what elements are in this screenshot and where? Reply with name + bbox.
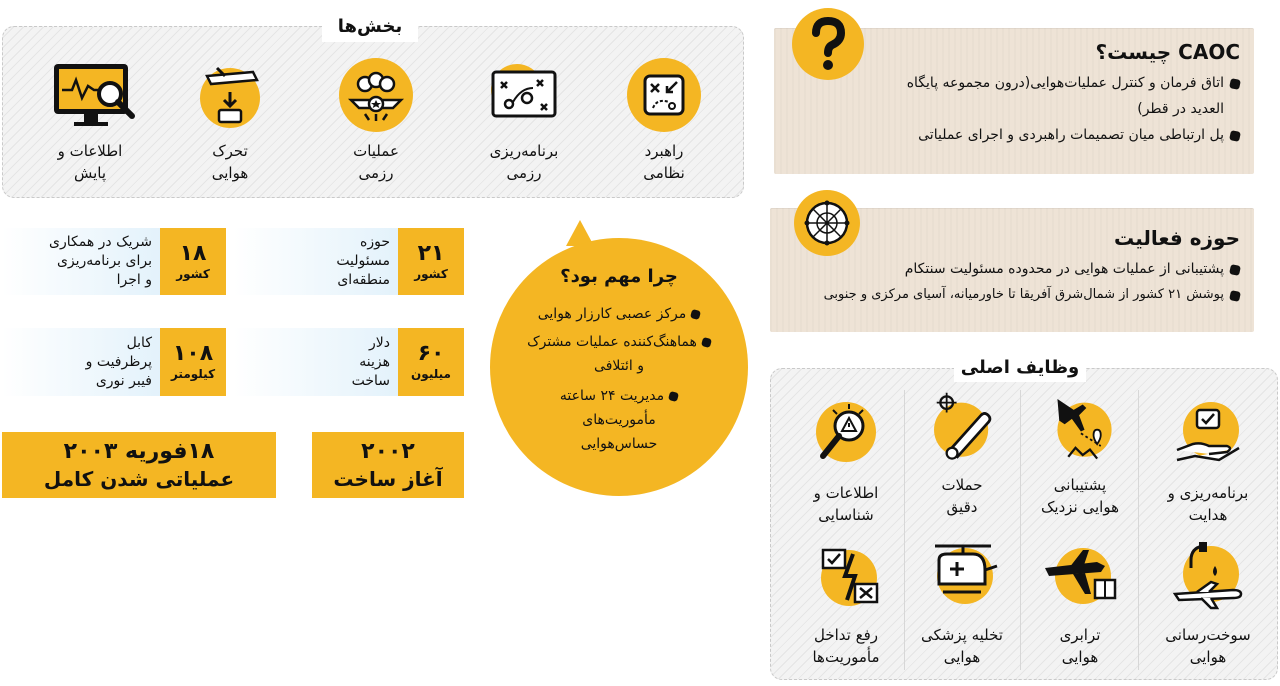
- refuel-plane-icon: [1171, 540, 1245, 614]
- list-item: هماهنگ‌کننده عملیات مشترک و ائتلافی: [510, 330, 728, 378]
- section-combat-ops: [316, 58, 436, 184]
- stat-number: ۱۰۸: [172, 341, 214, 366]
- section-label: برنامه‌ریزی رزمی: [489, 142, 559, 182]
- stat-unit: کیلومتر: [170, 367, 216, 381]
- section-label: تحرک هوایی: [211, 142, 249, 182]
- stat-number-box: [160, 328, 226, 396]
- section-label: اطلاعات و پایش: [57, 142, 123, 182]
- duty-air-transport: ترابری هوایی: [1024, 540, 1136, 668]
- what-is-caoc-list: [784, 70, 1240, 148]
- duty-precision-strikes: حملات دقیق: [906, 390, 1018, 518]
- soldiers-badge-icon: [339, 58, 413, 132]
- duty-planning: برنامه‌ریزی و هدایت: [1152, 398, 1264, 526]
- stat-number-box: [398, 228, 464, 295]
- stat-description: کابل پرظرفیت و فیبر نوری: [2, 328, 160, 396]
- why-important-list: [510, 302, 728, 456]
- monitor-magnifier-icon: [35, 58, 145, 132]
- stat-unit: کشور: [414, 266, 448, 281]
- list-item: مدیریت ۲۴ ساعته مأموریت‌های حساس‌هوایی: [510, 384, 728, 456]
- list-item: مرکز عصبی کارزار هوایی: [510, 302, 728, 326]
- section-strategy: [604, 58, 724, 184]
- search-alert-icon: [809, 398, 883, 472]
- list-item: پوشش ۲۱ کشور از شمال‌شرق آفریقا تا خاورمیانه، آسیای مرکزی و جنوبی: [780, 282, 1240, 308]
- why-important-title: چرا مهم بود؟: [560, 266, 678, 287]
- section-label: عملیات رزمی: [353, 142, 399, 182]
- stat-unit: کشور: [176, 266, 210, 281]
- why-important-bubble: [490, 238, 748, 496]
- section-intelligence: [30, 58, 150, 184]
- list-item: پل ارتباطی میان تصمیمات راهبردی و اجرای عملیاتی: [784, 122, 1240, 148]
- scope-title: حوزه فعالیت: [1114, 226, 1240, 250]
- medical-helicopter-icon: [925, 540, 999, 614]
- question-mark-icon: [792, 8, 864, 80]
- stat-number: ۲۱: [417, 240, 445, 266]
- deconflict-board-icon: [809, 540, 883, 614]
- duty-deconfliction: رفع تداخل مأموریت‌ها: [790, 540, 902, 668]
- stat-number-box: [398, 328, 464, 396]
- milestone-operational: ۱۸فوریه ۲۰۰۳ عملیاتی شدن کامل: [2, 432, 276, 498]
- cargo-drop-icon: [193, 58, 267, 132]
- duty-medical-evacuation: تخلیه پزشکی هوایی: [906, 540, 1018, 668]
- list-item: اتاق فرمان و کنترل عملیات‌هوایی(درون مجموعه پایگاه العدید در قطر): [784, 70, 1240, 122]
- stat-unit: میلیون: [411, 367, 451, 381]
- stat-number: ۶۰: [417, 341, 445, 366]
- section-tactics: [464, 58, 584, 184]
- tactics-board-icon: [487, 58, 561, 132]
- what-is-caoc-title: CAOC چیست؟: [1095, 40, 1240, 64]
- stat-number-box: [160, 228, 226, 295]
- stat-description: شریک در همکاری برای برنامه‌ریزی و اجرا: [2, 228, 160, 295]
- duty-close-air-support: پشتیبانی هوایی نزدیک: [1024, 390, 1136, 518]
- divider: [1020, 390, 1021, 670]
- duty-air-refueling: سوخت‌رسانی هوایی: [1152, 540, 1264, 668]
- duties-title: وظایف اصلی: [954, 352, 1086, 382]
- section-air-mobility: [170, 58, 290, 184]
- scope-list: [780, 256, 1240, 308]
- milestone-construction: ۲۰۰۲ آغاز ساخت: [312, 432, 464, 498]
- list-item: پشتیبانی از عملیات هوایی در محدوده مسئولیت سنتکام: [780, 256, 1240, 282]
- network-globe-icon: [794, 190, 860, 256]
- divider: [904, 390, 905, 670]
- section-label: راهبرد نظامی: [643, 142, 685, 182]
- strategy-arrows-icon: [627, 58, 701, 132]
- duty-intelligence-recon: اطلاعات و شناسایی: [790, 398, 902, 526]
- jet-target-icon: [1043, 390, 1117, 464]
- cargo-plane-icon: [1043, 540, 1117, 614]
- stat-description: دلار هزینه ساخت: [234, 328, 398, 396]
- missile-crosshair-icon: [925, 390, 999, 464]
- divider: [1138, 390, 1139, 670]
- stat-number: ۱۸: [179, 240, 207, 266]
- stat-description: حوزه مسئولیت منطقه‌ای: [234, 228, 398, 295]
- hand-check-icon: [1171, 398, 1245, 472]
- sections-title: بخش‌ها: [322, 10, 418, 42]
